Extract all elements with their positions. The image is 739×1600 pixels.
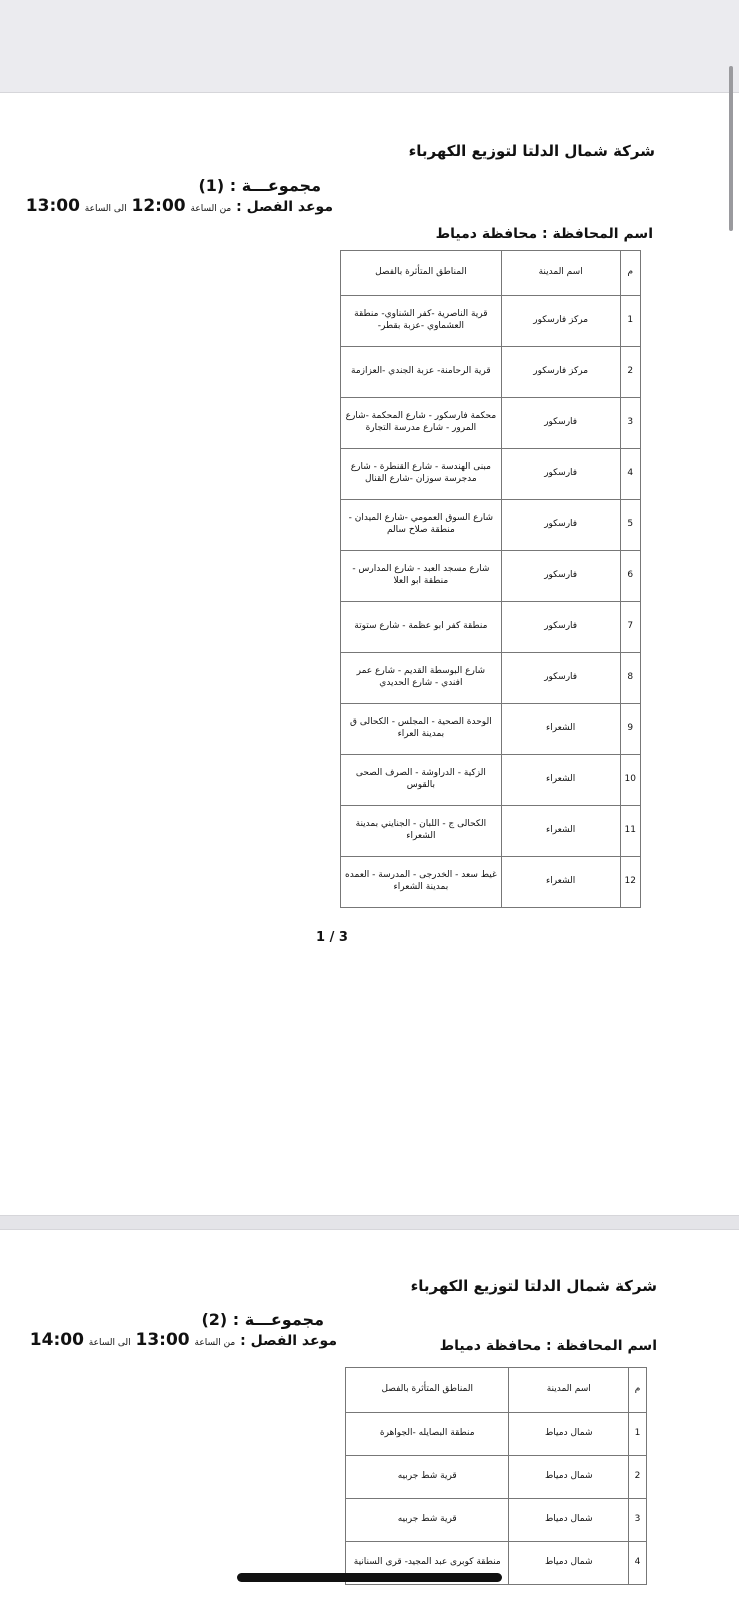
time-label: موعد الفصل : — [236, 199, 333, 215]
areas-table — [340, 250, 641, 908]
affected-areas: قرية شط جربيه — [346, 1456, 509, 1499]
city-name: الشعراء — [501, 806, 620, 857]
affected-areas: منطقة كفر ابو عظمة - شارع ستوتة — [341, 602, 502, 653]
row-number: 5 — [620, 500, 640, 551]
city-name: فارسكور — [501, 500, 620, 551]
home-indicator[interactable] — [237, 1573, 502, 1582]
row-number: 1 — [620, 296, 640, 347]
row-number: 8 — [620, 653, 640, 704]
scrollbar[interactable] — [729, 66, 733, 231]
affected-areas: الوحدة الصحية - المجلس - الكحالى ق بمدينة العراء — [341, 704, 502, 755]
header-areas: المناطق المتأثرة بالفصل — [341, 251, 502, 296]
row-number: 12 — [620, 857, 640, 908]
table-row — [341, 347, 641, 398]
city-name: شمال دمياط — [509, 1456, 629, 1499]
table-header-row — [341, 251, 641, 296]
viewer-top-bar — [0, 0, 739, 93]
city-name: شمال دمياط — [509, 1542, 629, 1585]
affected-areas: منطقة البصايله -الجواهرة — [346, 1413, 509, 1456]
company-name: شركة شمال الدلتا لتوزيع الكهرباء — [408, 142, 655, 160]
from-time: 12:00 — [131, 196, 186, 216]
affected-areas: مبنى الهندسة - شارع القنطرة - شارع مدجرسة سوزان -شارع القنال — [341, 449, 502, 500]
city-name: شمال دمياط — [509, 1413, 629, 1456]
cutoff-time — [30, 1330, 337, 1350]
affected-areas: شارع البوسطة القديم - شارع عمر افندي - شارع الحديدي — [341, 653, 502, 704]
table-row — [346, 1499, 647, 1542]
row-number: 4 — [629, 1542, 647, 1585]
table-row — [341, 602, 641, 653]
row-number: 4 — [620, 449, 640, 500]
table-row — [341, 398, 641, 449]
affected-areas: الكحالى ج - اللبان - الجنايني بمدينة الشعراء — [341, 806, 502, 857]
table-row — [341, 449, 641, 500]
table-row — [341, 704, 641, 755]
company-name: شركة شمال الدلتا لتوزيع الكهرباء — [410, 1277, 657, 1295]
city-name: فارسكور — [501, 602, 620, 653]
row-number: 2 — [629, 1456, 647, 1499]
row-number: 1 — [629, 1413, 647, 1456]
city-name: الشعراء — [501, 704, 620, 755]
row-number: 10 — [620, 755, 640, 806]
affected-areas: قرية الرحامنة- عزبة الجندي -العزازمة — [341, 347, 502, 398]
to-label: الى الساعة — [88, 1338, 131, 1348]
city-name: مركز فارسكور — [501, 347, 620, 398]
city-name: مركز فارسكور — [501, 296, 620, 347]
header-number: م — [629, 1368, 647, 1413]
row-number: 9 — [620, 704, 640, 755]
affected-areas: شارع مسجد العبد - شارع المدارس - منطقة ابو العلا — [341, 551, 502, 602]
table-row — [341, 500, 641, 551]
city-name: فارسكور — [501, 551, 620, 602]
city-name: فارسكور — [501, 653, 620, 704]
to-label: الى الساعة — [84, 204, 127, 214]
row-number: 6 — [620, 551, 640, 602]
to-time: 13:00 — [25, 196, 80, 216]
affected-areas: الزكية - الدراوشة - الصرف الصحى بالقوس — [341, 755, 502, 806]
row-number: 11 — [620, 806, 640, 857]
row-number: 2 — [620, 347, 640, 398]
page-number: 1 / 3 — [316, 930, 348, 945]
from-label: من الساعة — [190, 204, 232, 214]
table-row — [341, 653, 641, 704]
table-row — [341, 296, 641, 347]
city-name: فارسكور — [501, 449, 620, 500]
group-label: مجموعـــة : (2) — [201, 1310, 324, 1329]
page-separator — [0, 1215, 739, 1230]
city-name: الشعراء — [501, 755, 620, 806]
province-label: اسم المحافظة : محافظة دمياط — [435, 226, 653, 242]
table-row — [341, 857, 641, 908]
group-label: مجموعـــة : (1) — [198, 176, 321, 195]
city-name: الشعراء — [501, 857, 620, 908]
header-number: م — [620, 251, 640, 296]
affected-areas: منطقة كوبرى عبد المجيد- قرى السنانية — [346, 1542, 509, 1585]
affected-areas: غيط سعد - الخدرجى - المدرسة - العمده بمدينة الشعراء — [341, 857, 502, 908]
header-areas: المناطق المتأثرة بالفصل — [346, 1368, 509, 1413]
row-number: 3 — [620, 398, 640, 449]
table-row — [341, 551, 641, 602]
row-number: 7 — [620, 602, 640, 653]
from-time: 13:00 — [135, 1330, 190, 1350]
table-row — [346, 1456, 647, 1499]
affected-areas: محكمة فارسكور - شارع المحكمة -شارع المرور - شارع مدرسة التجارة — [341, 398, 502, 449]
time-label: موعد الفصل : — [240, 1333, 337, 1349]
affected-areas: قرية شط جربيه — [346, 1499, 509, 1542]
row-number: 3 — [629, 1499, 647, 1542]
from-label: من الساعة — [194, 1338, 236, 1348]
table-row — [341, 806, 641, 857]
header-city: اسم المدينة — [509, 1368, 629, 1413]
to-time: 14:00 — [29, 1330, 84, 1350]
table-row — [341, 755, 641, 806]
affected-areas: قرية الناصرية -كفر الشناوي- منطقة العشماوي -عزبة بقطر- — [341, 296, 502, 347]
province-label: اسم المحافظة : محافظة دمياط — [439, 1338, 657, 1354]
city-name: شمال دمياط — [509, 1499, 629, 1542]
city-name: فارسكور — [501, 398, 620, 449]
header-city: اسم المدينة — [501, 251, 620, 296]
areas-table — [345, 1367, 647, 1585]
table-header-row — [346, 1368, 647, 1413]
table-row — [346, 1413, 647, 1456]
affected-areas: شارع السوق العمومي -شارع الميدان - منطقة صلاح سالم — [341, 500, 502, 551]
cutoff-time — [26, 196, 333, 216]
